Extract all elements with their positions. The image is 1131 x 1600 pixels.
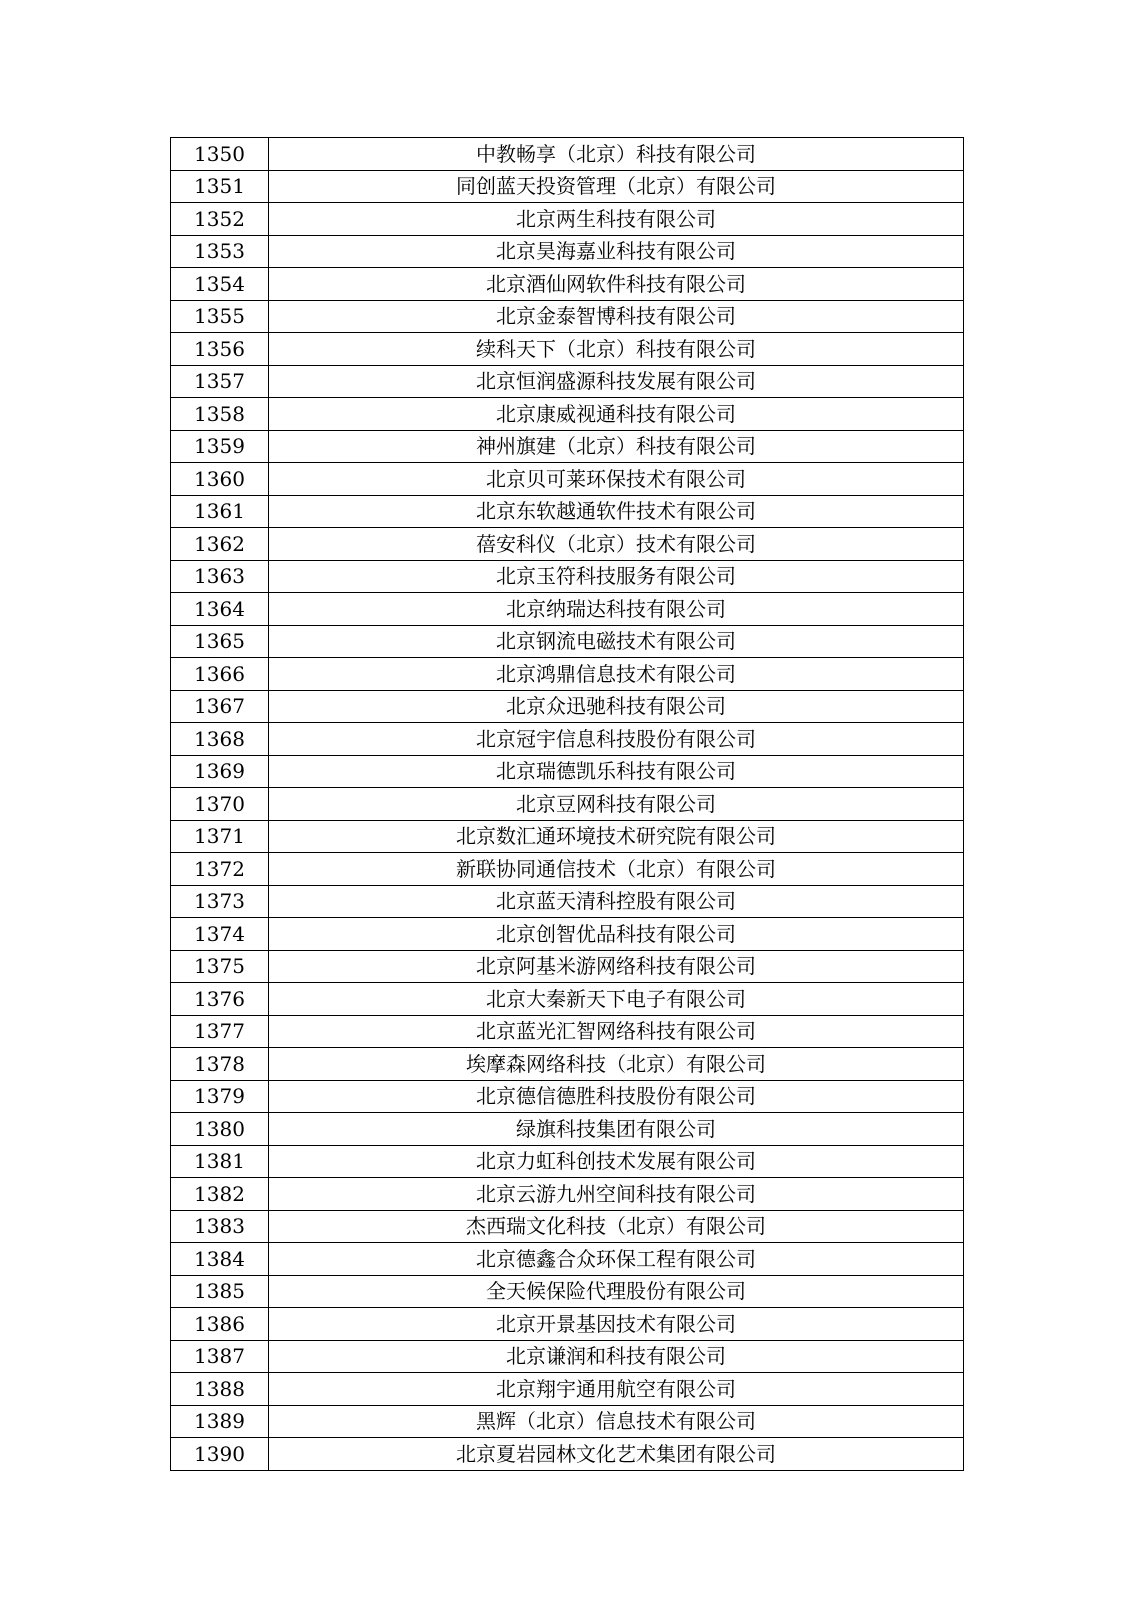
row-number: 1361 <box>171 495 269 528</box>
table-row <box>171 723 964 756</box>
row-number: 1350 <box>171 138 269 171</box>
company-name: 全天候保险代理股份有限公司 <box>269 1275 964 1308</box>
table-row <box>171 853 964 886</box>
company-name: 北京开景基因技术有限公司 <box>269 1308 964 1341</box>
company-name: 续科天下（北京）科技有限公司 <box>269 333 964 366</box>
row-number: 1387 <box>171 1340 269 1373</box>
company-name: 北京蓝天清科控股有限公司 <box>269 885 964 918</box>
company-name: 北京德信德胜科技股份有限公司 <box>269 1080 964 1113</box>
row-number: 1383 <box>171 1210 269 1243</box>
table-row <box>171 1243 964 1276</box>
company-list-table <box>170 137 964 1471</box>
row-number: 1356 <box>171 333 269 366</box>
row-number: 1370 <box>171 788 269 821</box>
row-number: 1354 <box>171 268 269 301</box>
row-number: 1365 <box>171 625 269 658</box>
table-row <box>171 333 964 366</box>
company-name: 新联协同通信技术（北京）有限公司 <box>269 853 964 886</box>
table-row <box>171 1438 964 1471</box>
company-name: 北京瑞德凯乐科技有限公司 <box>269 755 964 788</box>
row-number: 1359 <box>171 430 269 463</box>
row-number: 1375 <box>171 950 269 983</box>
table-row <box>171 430 964 463</box>
table-row <box>171 1373 964 1406</box>
table-row <box>171 203 964 236</box>
table-row <box>171 593 964 626</box>
row-number: 1378 <box>171 1048 269 1081</box>
company-name: 北京豆网科技有限公司 <box>269 788 964 821</box>
table-row <box>171 170 964 203</box>
company-name: 北京蓝光汇智网络科技有限公司 <box>269 1015 964 1048</box>
company-name: 北京两生科技有限公司 <box>269 203 964 236</box>
table-row <box>171 950 964 983</box>
company-name: 北京康威视通科技有限公司 <box>269 398 964 431</box>
row-number: 1358 <box>171 398 269 431</box>
table-row <box>171 1080 964 1113</box>
row-number: 1369 <box>171 755 269 788</box>
row-number: 1379 <box>171 1080 269 1113</box>
row-number: 1351 <box>171 170 269 203</box>
row-number: 1357 <box>171 365 269 398</box>
row-number: 1363 <box>171 560 269 593</box>
table-row <box>171 690 964 723</box>
table-row <box>171 1340 964 1373</box>
table-body <box>171 138 964 1471</box>
row-number: 1367 <box>171 690 269 723</box>
table-row <box>171 365 964 398</box>
company-name: 黑辉（北京）信息技术有限公司 <box>269 1405 964 1438</box>
company-name: 北京创智优品科技有限公司 <box>269 918 964 951</box>
company-name: 北京翔宇通用航空有限公司 <box>269 1373 964 1406</box>
row-number: 1382 <box>171 1178 269 1211</box>
row-number: 1388 <box>171 1373 269 1406</box>
row-number: 1366 <box>171 658 269 691</box>
table-row <box>171 560 964 593</box>
company-name: 北京玉符科技服务有限公司 <box>269 560 964 593</box>
company-name: 北京力虹科创技术发展有限公司 <box>269 1145 964 1178</box>
company-name: 北京大秦新天下电子有限公司 <box>269 983 964 1016</box>
row-number: 1352 <box>171 203 269 236</box>
table-row <box>171 1113 964 1146</box>
row-number: 1381 <box>171 1145 269 1178</box>
company-name: 北京鸿鼎信息技术有限公司 <box>269 658 964 691</box>
company-name: 北京冠宇信息科技股份有限公司 <box>269 723 964 756</box>
table-row <box>171 625 964 658</box>
table-row <box>171 528 964 561</box>
table-row <box>171 1308 964 1341</box>
table-row <box>171 1210 964 1243</box>
row-number: 1368 <box>171 723 269 756</box>
row-number: 1360 <box>171 463 269 496</box>
table-row <box>171 788 964 821</box>
company-name: 北京云游九州空间科技有限公司 <box>269 1178 964 1211</box>
row-number: 1384 <box>171 1243 269 1276</box>
row-number: 1373 <box>171 885 269 918</box>
company-name: 北京东软越通软件技术有限公司 <box>269 495 964 528</box>
table-row <box>171 463 964 496</box>
table-row <box>171 235 964 268</box>
table-row <box>171 918 964 951</box>
company-name: 北京众迅驰科技有限公司 <box>269 690 964 723</box>
table-row <box>171 138 964 171</box>
row-number: 1390 <box>171 1438 269 1471</box>
row-number: 1372 <box>171 853 269 886</box>
row-number: 1385 <box>171 1275 269 1308</box>
company-name: 北京金泰智博科技有限公司 <box>269 300 964 333</box>
company-name: 北京昊海嘉业科技有限公司 <box>269 235 964 268</box>
table-row <box>171 1405 964 1438</box>
company-name: 北京谦润和科技有限公司 <box>269 1340 964 1373</box>
company-name: 北京夏岩园林文化艺术集团有限公司 <box>269 1438 964 1471</box>
row-number: 1380 <box>171 1113 269 1146</box>
row-number: 1377 <box>171 1015 269 1048</box>
row-number: 1386 <box>171 1308 269 1341</box>
company-name: 同创蓝天投资管理（北京）有限公司 <box>269 170 964 203</box>
row-number: 1371 <box>171 820 269 853</box>
company-name: 中教畅享（北京）科技有限公司 <box>269 138 964 171</box>
table-row <box>171 1015 964 1048</box>
row-number: 1364 <box>171 593 269 626</box>
table-row <box>171 1178 964 1211</box>
company-name: 杰西瑞文化科技（北京）有限公司 <box>269 1210 964 1243</box>
table-row <box>171 398 964 431</box>
table-row <box>171 495 964 528</box>
company-name: 北京贝可莱环保技术有限公司 <box>269 463 964 496</box>
table-row <box>171 885 964 918</box>
company-name: 北京钢流电磁技术有限公司 <box>269 625 964 658</box>
table-row <box>171 820 964 853</box>
company-name: 北京阿基米游网络科技有限公司 <box>269 950 964 983</box>
company-name: 神州旗建（北京）科技有限公司 <box>269 430 964 463</box>
row-number: 1376 <box>171 983 269 1016</box>
company-name: 北京纳瑞达科技有限公司 <box>269 593 964 626</box>
row-number: 1355 <box>171 300 269 333</box>
table-row <box>171 755 964 788</box>
table-row <box>171 1275 964 1308</box>
row-number: 1362 <box>171 528 269 561</box>
table-row <box>171 983 964 1016</box>
company-name: 绿旗科技集团有限公司 <box>269 1113 964 1146</box>
row-number: 1389 <box>171 1405 269 1438</box>
company-name: 北京数汇通环境技术研究院有限公司 <box>269 820 964 853</box>
row-number: 1353 <box>171 235 269 268</box>
table-row <box>171 1145 964 1178</box>
company-name: 埃摩森网络科技（北京）有限公司 <box>269 1048 964 1081</box>
table-row <box>171 268 964 301</box>
table-row <box>171 1048 964 1081</box>
table-row <box>171 300 964 333</box>
company-name: 北京恒润盛源科技发展有限公司 <box>269 365 964 398</box>
company-name: 北京德鑫合众环保工程有限公司 <box>269 1243 964 1276</box>
company-name: 北京酒仙网软件科技有限公司 <box>269 268 964 301</box>
table-row <box>171 658 964 691</box>
company-name: 蓓安科仪（北京）技术有限公司 <box>269 528 964 561</box>
row-number: 1374 <box>171 918 269 951</box>
